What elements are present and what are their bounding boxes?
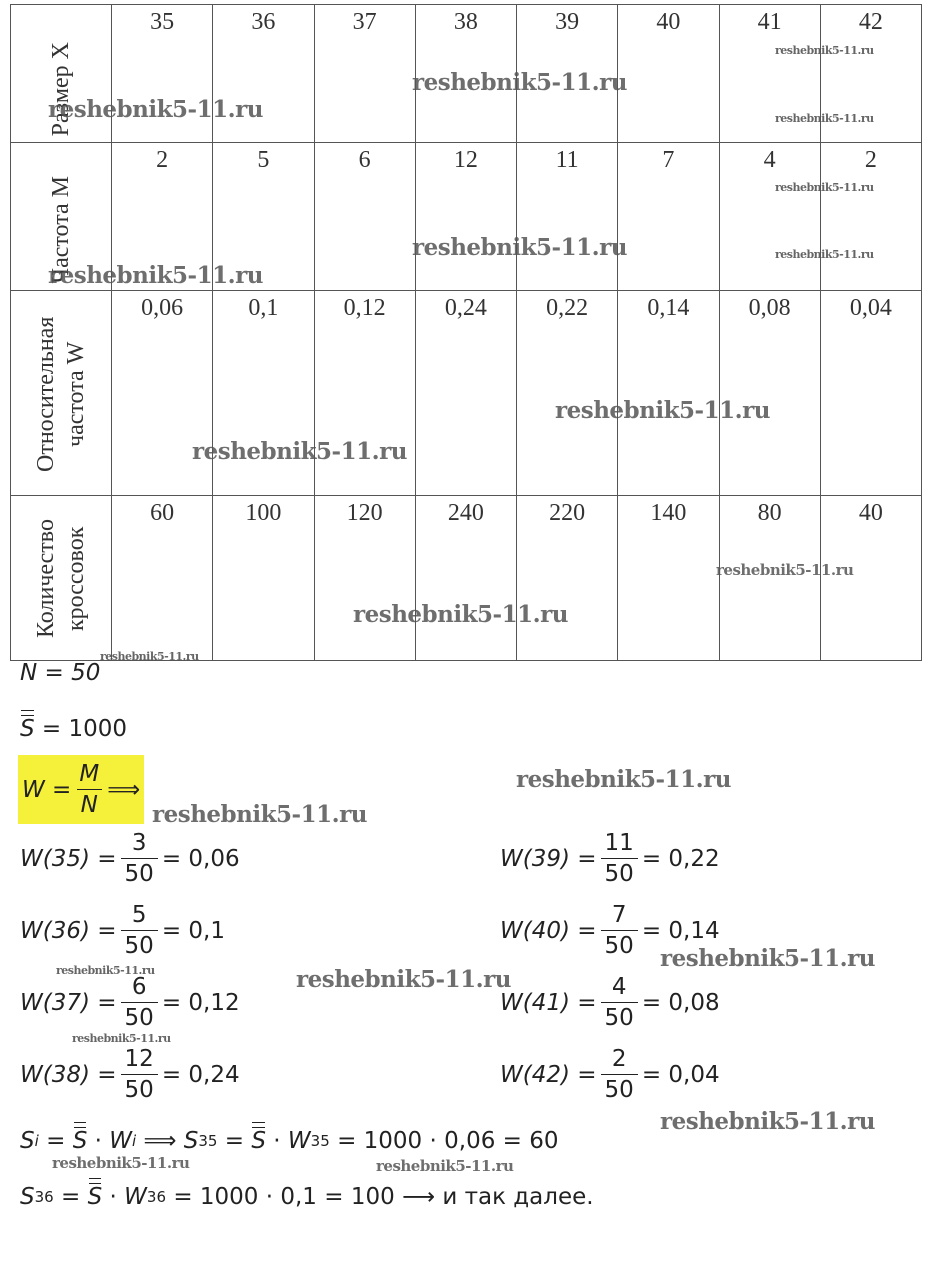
watermark: reshebnik5-11.ru [716, 561, 854, 579]
table-cell: 60 [112, 496, 213, 661]
row-header-relative-frequency: Относительная частота W [11, 291, 112, 496]
table-cell: 0,22 [517, 291, 618, 496]
w-equation: W(36) = $\frac{5}{50}$ = 0,1 [20, 902, 225, 959]
table-cell: 80 [719, 496, 820, 661]
fraction: $\frac{M}{N}$ [75, 759, 103, 820]
watermark: reshebnik5-11.ru [516, 766, 731, 793]
watermark: reshebnik5-11.ru [56, 964, 155, 977]
watermark: reshebnik5-11.ru [296, 966, 511, 993]
watermark: reshebnik5-11.ru [152, 801, 367, 828]
watermark: reshebnik5-11.ru [660, 1108, 875, 1135]
table-cell: 4 [719, 143, 820, 291]
watermark: reshebnik5-11.ru [775, 181, 874, 194]
table-cell: 11 [517, 143, 618, 291]
watermark: reshebnik5-11.ru [555, 397, 770, 424]
table-cell: 0,14 [618, 291, 719, 496]
row-header-sneakers-count: Количество кроссовок [11, 496, 112, 661]
row-header-frequency: Частота M [11, 143, 112, 291]
watermark: reshebnik5-11.ru [660, 945, 875, 972]
w-equation: W(40) = $\frac{7}{50}$ = 0,14 [500, 902, 720, 959]
table-cell: 6 [314, 143, 415, 291]
watermark: reshebnik5-11.ru [192, 438, 407, 465]
watermark: reshebnik5-11.ru [72, 1032, 171, 1045]
table-cell: 36 [213, 5, 314, 143]
s-line: S = 1000 [20, 716, 128, 742]
table-cell: 2 [112, 143, 213, 291]
s36-formula: S 36 = S · W 36 = 1000 · 0,1 = 100 ⟶ и так далее. [20, 1184, 594, 1210]
table-cell: 140 [618, 496, 719, 661]
watermark: reshebnik5-11.ru [48, 96, 263, 123]
table-cell: 40 [820, 496, 921, 661]
table-cell: 120 [314, 496, 415, 661]
w-equation: W(37) = $\frac{6}{50}$ = 0,12 [20, 974, 240, 1031]
table-cell: 0,12 [314, 291, 415, 496]
watermark: reshebnik5-11.ru [412, 69, 627, 96]
table-cell: 5 [213, 143, 314, 291]
table-cell: 0,08 [719, 291, 820, 496]
row-relative-frequency [11, 291, 922, 496]
watermark: reshebnik5-11.ru [100, 650, 199, 663]
watermark: reshebnik5-11.ru [775, 112, 874, 125]
table-cell: 7 [618, 143, 719, 291]
table-cell: 40 [618, 5, 719, 143]
watermark: reshebnik5-11.ru [353, 601, 568, 628]
w-equation: W(39) = $\frac{11}{50}$ = 0,22 [500, 830, 720, 887]
w-equation: W(41) = $\frac{4}{50}$ = 0,08 [500, 974, 720, 1031]
table-cell: 37 [314, 5, 415, 143]
w-equation: W(38) = $\frac{12}{50}$ = 0,24 [20, 1046, 240, 1103]
table-cell: 220 [517, 496, 618, 661]
w-equation: W(42) = $\frac{2}{50}$ = 0,04 [500, 1046, 720, 1103]
table-cell: 2 [820, 143, 921, 291]
watermark: reshebnik5-11.ru [412, 234, 627, 261]
n-line: N = 50 [20, 660, 101, 686]
w-equation: W(35) = $\frac{3}{50}$ = 0,06 [20, 830, 240, 887]
table-cell: 35 [112, 5, 213, 143]
table-cell: 41 [719, 5, 820, 143]
watermark: reshebnik5-11.ru [775, 44, 874, 57]
watermark: reshebnik5-11.ru [48, 262, 263, 289]
table-cell: 39 [517, 5, 618, 143]
watermark: reshebnik5-11.ru [376, 1157, 514, 1175]
table-cell: 240 [415, 496, 516, 661]
table-cell: 0,04 [820, 291, 921, 496]
table-cell: 0,06 [112, 291, 213, 496]
watermark: reshebnik5-11.ru [775, 248, 874, 261]
w-formula: W = $\frac{M}{N}$ ⟹ [18, 755, 144, 824]
table-cell: 38 [415, 5, 516, 143]
table-cell: 0,1 [213, 291, 314, 496]
watermark: reshebnik5-11.ru [52, 1154, 190, 1172]
table-cell: 0,24 [415, 291, 516, 496]
table-cell: 12 [415, 143, 516, 291]
row-header-size: Размер X [11, 5, 112, 143]
si-formula: S i = S · W i ⟹ S 35 = S · W 35 = 1000 · 0,06 = 60 [20, 1128, 559, 1154]
table-cell: 42 [820, 5, 921, 143]
table-cell: 100 [213, 496, 314, 661]
